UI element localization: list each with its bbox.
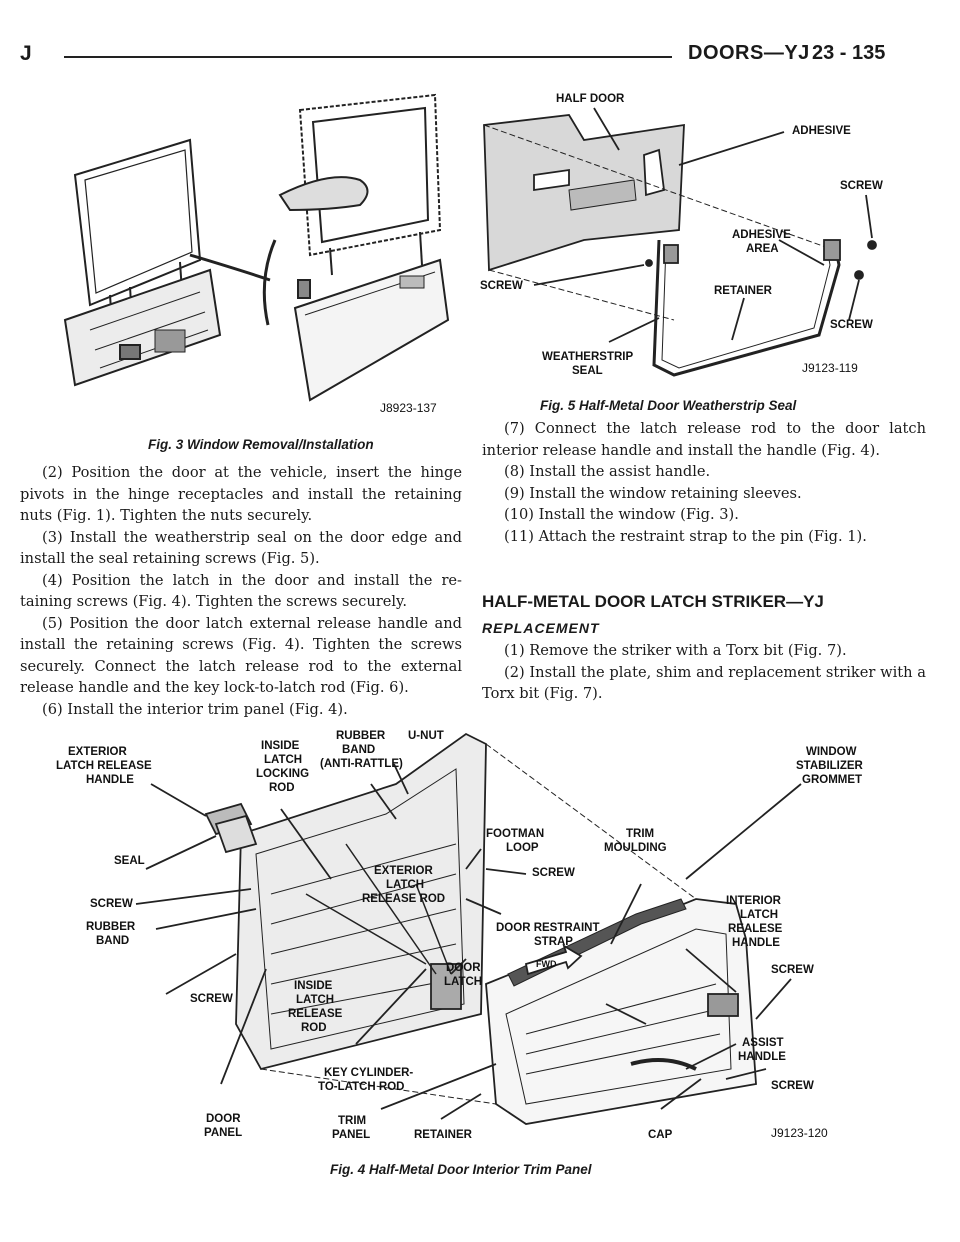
figure-3-illustration	[30, 80, 470, 425]
label-door-panel-2: PANEL	[204, 1127, 243, 1139]
label-key-cyl-2: TO-LATCH ROD	[318, 1081, 405, 1093]
page-header	[0, 0, 960, 80]
label-door-panel-1: DOOR	[206, 1113, 241, 1125]
label-inside-rel-4: ROD	[301, 1022, 327, 1034]
label-screw-left: SCREW	[90, 898, 133, 910]
label-retainer: RETAINER	[714, 285, 772, 297]
label-rubber-2: BAND	[96, 935, 130, 947]
label-screw-low-left: SCREW	[190, 993, 233, 1005]
figure-5-illustration	[474, 80, 946, 390]
label-exterior-latch-1: EXTERIOR	[68, 746, 127, 758]
label-restraint-1: DOOR RESTRAINT	[496, 922, 600, 934]
figure-5-code: J9123-119	[802, 361, 858, 375]
label-u-nut: U-NUT	[408, 730, 444, 742]
page-number: 23 - 135	[812, 42, 886, 64]
paragraph: (10) Install the window (Fig. 3).	[504, 506, 739, 523]
label-seal: SEAL	[114, 855, 145, 867]
label-exterior-latch-2: LATCH RELEASE	[56, 760, 152, 772]
label-key-cyl-1: KEY CYLINDER-	[324, 1067, 414, 1079]
label-window-stab-2: STABILIZER	[796, 760, 863, 772]
label-footman-2: LOOP	[506, 842, 539, 854]
label-assist-1: ASSIST	[742, 1037, 784, 1049]
label-adhesive-area-2: AREA	[746, 243, 779, 255]
section-steps	[482, 640, 926, 705]
label-trim-moulding-2: MOULDING	[604, 842, 667, 854]
label-adhesive-area-1: ADHESIVE	[732, 229, 791, 241]
label-adhesive: ADHESIVE	[792, 125, 851, 137]
paragraph: (8) Install the assist handle.	[504, 463, 711, 480]
label-inside-lock-3: LOCKING	[256, 768, 310, 780]
label-int-latch-2: LATCH	[740, 909, 779, 921]
label-screw-mid: SCREW	[532, 867, 575, 879]
label-inside-rel-2: LATCH	[296, 994, 335, 1006]
paragraph: (2) Position the door at the vehicle, insert the hinge pivots in the hinge receptacles and install the retaining nuts (Fig. 1). Tighten the nuts securely.	[20, 464, 462, 524]
label-inside-rel-3: RELEASE	[288, 1008, 343, 1020]
left-column-text	[20, 462, 462, 720]
label-int-latch-4: HANDLE	[732, 937, 780, 949]
label-rubber-1: RUBBER	[86, 921, 136, 933]
label-ext-rod-1: EXTERIOR	[374, 865, 433, 877]
paragraph: (9) Install the window retaining sleeves.	[504, 484, 802, 502]
paragraph: (11) Attach the restraint strap to the pin (Fig. 1).	[504, 527, 867, 545]
label-inside-lock-1: INSIDE	[261, 740, 300, 752]
label-rubber-band-2: BAND	[342, 744, 376, 756]
label-cap: CAP	[648, 1129, 673, 1141]
paragraph: (2) Install the plate, shim and replacement striker with a Torx bit (Fig. 7).	[482, 663, 926, 702]
figure-4-illustration	[56, 724, 906, 1164]
section-title: HALF-METAL DOOR LATCH STRIKER—YJ	[482, 592, 824, 611]
paragraph: (3) Install the weatherstrip seal on the door edge and install the seal retaining screws (Fig. 5).	[20, 528, 462, 567]
label-restraint-2: STRAP	[534, 936, 573, 948]
label-fwd: FWD	[536, 959, 557, 969]
label-screw-bottom: SCREW	[830, 319, 873, 331]
figure-4-caption: Fig. 4 Half-Metal Door Interior Trim Panel	[330, 1162, 592, 1177]
label-assist-2: HANDLE	[738, 1051, 786, 1063]
label-retainer: RETAINER	[414, 1129, 472, 1141]
label-exterior-latch-3: HANDLE	[86, 774, 134, 786]
label-screw-right: SCREW	[771, 964, 814, 976]
figure-5-caption: Fig. 5 Half-Metal Door Weatherstrip Seal	[540, 398, 797, 413]
label-trim-panel-2: PANEL	[332, 1129, 371, 1141]
label-int-latch-3: REALESE	[728, 923, 783, 935]
chapter-title: DOORS—YJ	[688, 42, 810, 64]
label-trim-panel-1: TRIM	[338, 1115, 367, 1127]
label-window-stab-1: WINDOW	[806, 746, 857, 758]
label-footman-1: FOOTMAN	[486, 828, 545, 840]
header-rule	[64, 56, 672, 58]
paragraph: (1) Remove the striker with a Torx bit (Fig. 7).	[504, 642, 847, 659]
label-weatherstrip-2: SEAL	[572, 365, 603, 377]
figure-4-code: J9123-120	[771, 1126, 828, 1140]
label-inside-lock-4: ROD	[269, 782, 295, 794]
paragraph: (6) Install the interior trim panel (Fig. 4).	[42, 700, 348, 718]
label-screw-right: SCREW	[840, 180, 883, 192]
label-ext-rod-3: RELEASE ROD	[362, 893, 446, 905]
label-ext-rod-2: LATCH	[386, 879, 425, 891]
label-int-latch-1: INTERIOR	[726, 895, 781, 907]
paragraph: (4) Position the latch in the door and install the re-taining screws (Fig. 4). Tighten the screws securely.	[20, 571, 462, 610]
paragraph: (5) Position the door latch external release handle and install the retaining screws (Fig. 4). Tighten the screws securely. Connect the latch release rod to the external release handle and the key lock-to-latch rod (Fig. 6).	[20, 614, 462, 696]
subsection-title: REPLACEMENT	[482, 620, 600, 636]
right-column-text	[482, 418, 926, 547]
label-screw-bottom: SCREW	[771, 1080, 814, 1092]
label-door-latch-1: DOOR	[446, 962, 481, 974]
label-trim-moulding-1: TRIM	[626, 828, 655, 840]
label-half-door: HALF DOOR	[556, 93, 625, 105]
figure-3-caption: Fig. 3 Window Removal/Installation	[148, 437, 374, 452]
label-window-stab-3: GROMMET	[802, 774, 863, 786]
label-door-latch-2: LATCH	[444, 976, 483, 988]
label-inside-lock-2: LATCH	[264, 754, 303, 766]
label-inside-rel-1: INSIDE	[294, 980, 333, 992]
label-rubber-band-1: RUBBER	[336, 730, 386, 742]
figure-3-code: J8923-137	[380, 401, 437, 415]
section-letter: J	[20, 42, 32, 65]
paragraph: (7) Connect the latch release rod to the door latch interior release handle and install the handle (Fig. 4).	[482, 420, 926, 459]
label-screw-left: SCREW	[480, 280, 523, 292]
label-weatherstrip-1: WEATHERSTRIP	[542, 351, 634, 363]
label-rubber-band-3: (ANTI-RATTLE)	[320, 758, 403, 770]
